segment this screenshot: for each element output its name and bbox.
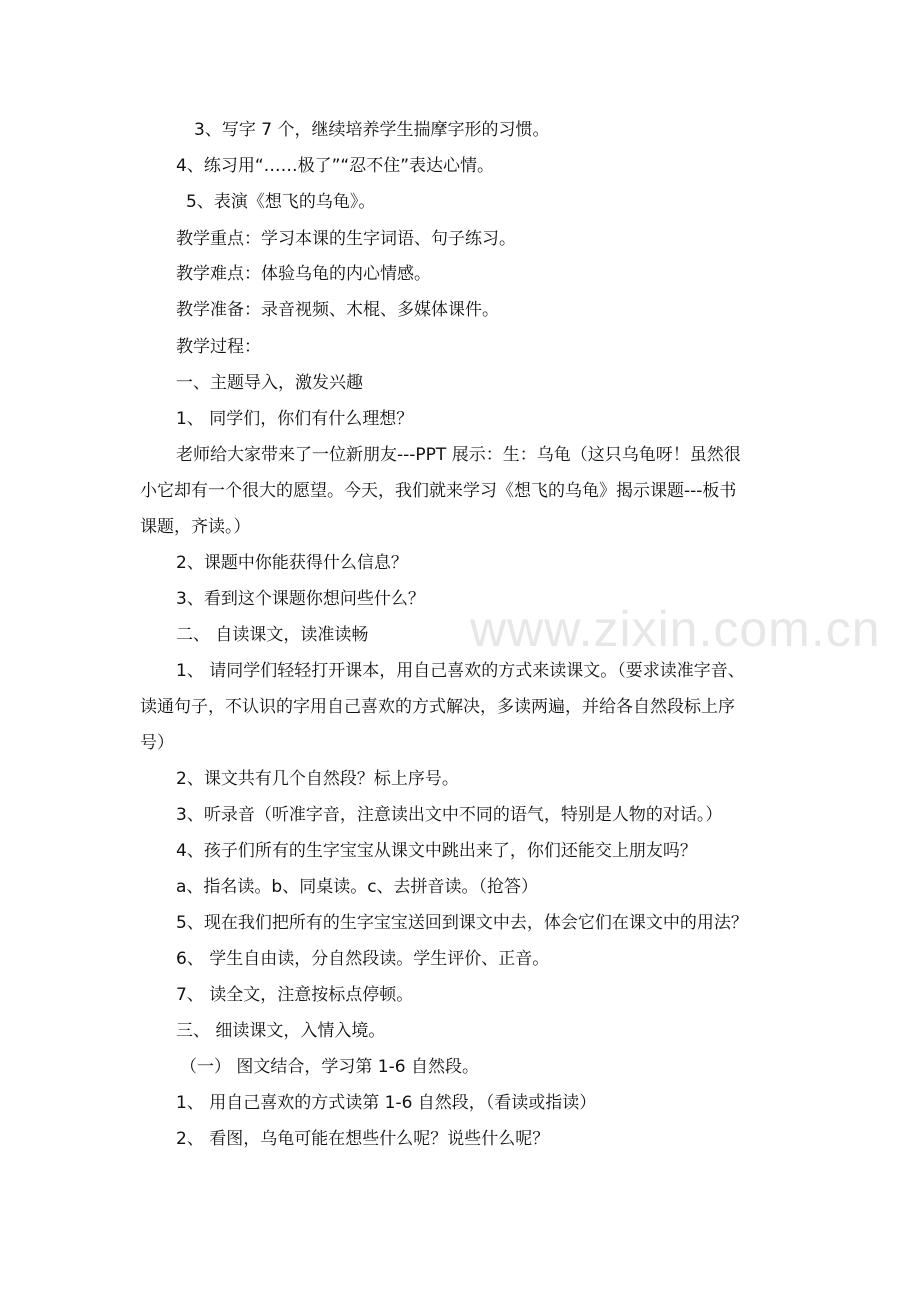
subsection-one-item-1: 1、 用自己喜欢的方式读第 1-6 自然段，（看读或指读）	[176, 1093, 597, 1113]
section-one-heading: 一、主题导入，激发兴趣	[176, 373, 363, 393]
objective-4: 4、练习用“……极了”“忍不住”表达心情。	[176, 156, 495, 176]
section-three-heading: 三、 细读课文，入情入境。	[176, 1021, 386, 1041]
section-two-item-3: 3、听录音（听准字音，注意读出文中不同的语气，特别是人物的对话。）	[176, 805, 723, 825]
paragraph-line: 小它却有一个很大的愿望。今天，我们就来学习《想飞的乌龟》揭示课题---板书	[140, 481, 737, 501]
teaching-process-heading: 教学过程：	[176, 337, 261, 357]
watermark: www.zixin.com.cn	[470, 601, 881, 657]
objective-3: 3、写字 7 个，继续培养学生揣摩字形的习惯。	[194, 120, 550, 140]
section-two-item-2: 2、课文共有几个自然段？标上序号。	[176, 769, 459, 789]
paragraph-line: 读通句子，不认识的字用自己喜欢的方式解决，多读两遍，并给各自然段标上序	[140, 697, 735, 717]
section-two-item-4-sub: a、指名读。b、同桌读。c、去拼音读。（抢答）	[176, 877, 539, 897]
section-one-item-3: 3、看到这个课题你想问些什么？	[176, 589, 425, 609]
teaching-difficulty: 教学难点：体验乌龟的内心情感。	[176, 264, 431, 284]
objective-5: 5、表演《想飞的乌龟》。	[186, 192, 376, 212]
subsection-one-heading: （一） 图文结合，学习第 1-6 自然段。	[180, 1057, 479, 1077]
section-two-item-4: 4、孩子们所有的生字宝宝从课文中跳出来了，你们还能交上朋友吗？	[176, 841, 697, 861]
paragraph-line: 老师给大家带来了一位新朋友---PPT 展示：生：乌龟（这只乌龟呀！虽然很	[176, 445, 741, 465]
section-one-item-1: 1、 同学们，你们有什么理想？	[176, 409, 414, 429]
teaching-preparation: 教学准备：录音视频、木棍、多媒体课件。	[176, 300, 499, 320]
section-two-item-5: 5、现在我们把所有的生字宝宝送回到课文中去，体会它们在课文中的用法？	[176, 913, 748, 933]
paragraph-line: 课题，齐读。）	[140, 517, 251, 537]
section-two-item-6: 6、 学生自由读，分自然段读。学生评价、正音。	[176, 949, 550, 969]
teaching-focus: 教学重点：学习本课的生字词语、句子练习。	[176, 229, 516, 249]
section-one-item-2: 2、课题中你能获得什么信息？	[176, 553, 408, 573]
paragraph-line: 号）	[140, 733, 174, 753]
section-two-item-1: 1、 请同学们轻轻打开课本，用自己喜欢的方式来读课文。（要求读准字音、	[176, 661, 745, 681]
section-two-heading: 二、 自读课文，读准读畅	[176, 625, 369, 645]
subsection-one-item-2: 2、 看图，乌龟可能在想些什么呢？说些什么呢？	[176, 1129, 550, 1149]
section-two-item-7: 7、 读全文，注意按标点停顿。	[176, 985, 414, 1005]
